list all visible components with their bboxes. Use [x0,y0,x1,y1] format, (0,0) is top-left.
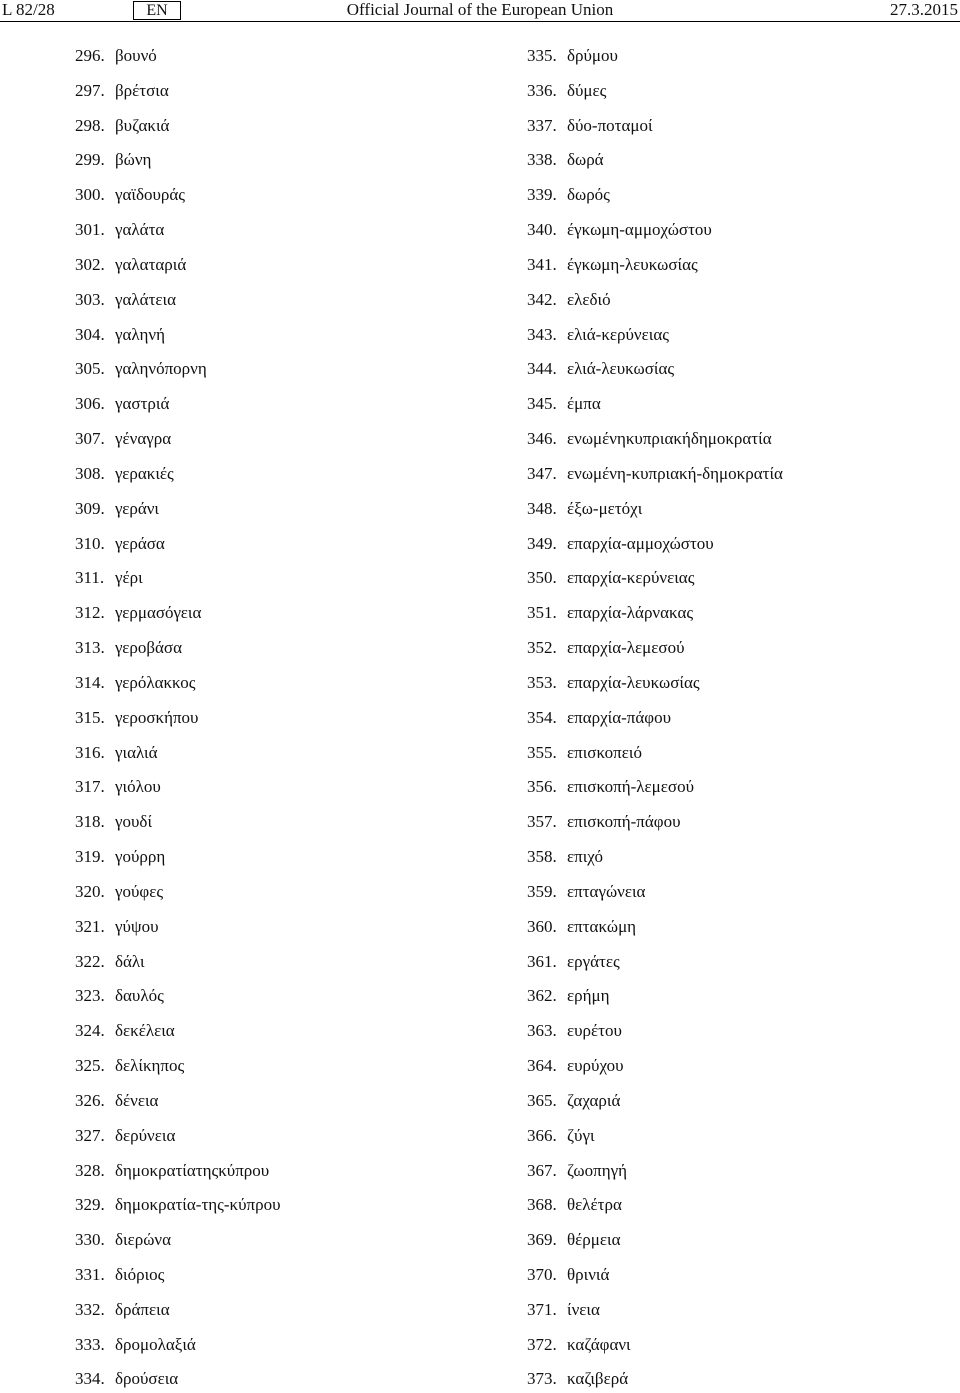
list-item [527,45,783,67]
item-text: ενωμένη-κυπριακή-δημοκρατία [567,463,783,483]
item-number: 300. [75,185,105,205]
list-item [527,1264,783,1286]
item-number: 305. [75,359,105,379]
item-text: επαρχία-λεμεσού [567,638,685,658]
list-item [75,1125,281,1147]
item-number: 339. [527,185,557,205]
item-text: δημοκρατίατηςκύπρου [115,1160,270,1180]
list-item [75,776,281,798]
list-item [75,707,281,729]
list-item [527,846,783,868]
item-number: 347. [527,463,557,483]
list-item [75,393,281,415]
item-text: γερόλακκος [115,672,196,692]
item-text: γούφες [115,881,164,901]
item-number: 318. [75,812,105,832]
list-item [527,881,783,903]
item-number: 366. [527,1125,557,1145]
item-text: γεροσκήπου [115,707,199,727]
item-text: βώνη [115,150,152,170]
item-number: 312. [75,603,105,623]
list-item [527,1368,783,1390]
list-column-left [75,45,281,1390]
item-number: 316. [75,742,105,762]
list-item [527,80,783,102]
item-number: 353. [527,672,557,692]
list-item [75,1020,281,1042]
list-item [527,1334,783,1356]
item-text: γαλαταριά [115,254,187,274]
item-text: επαρχία-αμμοχώστου [567,533,714,553]
item-number: 315. [75,707,105,727]
list-item [75,1229,281,1251]
item-number: 313. [75,638,105,658]
list-item [527,602,783,624]
item-number: 361. [527,951,557,971]
list-item [527,115,783,137]
item-number: 344. [527,359,557,379]
item-text: επαρχία-κερύνειας [567,568,695,588]
list-item [527,742,783,764]
item-text: εργάτες [567,951,620,971]
list-item [75,1299,281,1321]
item-text: δωρός [567,185,610,205]
list-item [527,1055,783,1077]
item-number: 367. [527,1160,557,1180]
list-item [527,1194,783,1216]
item-number: 317. [75,777,105,797]
list-item [527,428,783,450]
list-item [75,1334,281,1356]
item-text: δρούσεια [115,1369,179,1389]
item-text: γαληνή [115,324,165,344]
item-text: δάλι [115,951,145,971]
item-number: 372. [527,1334,557,1354]
item-text: γιαλιά [115,742,158,762]
list-item [527,324,783,346]
item-text: ενωμένηκυπριακήδημοκρατία [567,429,772,449]
item-number: 299. [75,150,105,170]
item-number: 298. [75,115,105,135]
item-number: 348. [527,498,557,518]
item-text: γουδί [115,812,153,832]
list-item [527,811,783,833]
list-item [527,1229,783,1251]
item-number: 301. [75,220,105,240]
list-item [527,1125,783,1147]
item-text: επισκοπή-πάφου [567,812,681,832]
item-text: γαστριά [115,394,170,414]
list-item [75,289,281,311]
list-item [75,1160,281,1182]
item-text: γεροβάσα [115,638,182,658]
list-item [75,533,281,555]
item-number: 338. [527,150,557,170]
list-item [75,115,281,137]
item-text: βυζακιά [115,115,170,135]
list-item [75,428,281,450]
list-item [75,1194,281,1216]
item-text: ελεδιό [567,289,611,309]
item-number: 308. [75,463,105,483]
item-number: 349. [527,533,557,553]
item-number: 331. [75,1264,105,1284]
item-text: ίνεια [567,1299,600,1319]
item-number: 321. [75,916,105,936]
item-text: ζύγι [567,1125,595,1145]
item-number: 373. [527,1369,557,1389]
journal-title: Official Journal of the European Union [346,0,614,19]
item-number: 370. [527,1264,557,1284]
item-number: 332. [75,1299,105,1319]
item-text: δαυλός [115,986,164,1006]
item-number: 354. [527,707,557,727]
item-text: βουνό [115,46,157,65]
item-text: καζιβερά [567,1369,629,1389]
item-text: δημοκρατία-της-κύπρου [115,1195,281,1215]
list-item [75,846,281,868]
page-reference: L 82/28 [2,0,55,19]
item-text: ζωοπηγή [567,1160,627,1180]
list-item [527,533,783,555]
item-number: 355. [527,742,557,762]
list-item [527,672,783,694]
item-text: δεκέλεια [115,1021,175,1041]
item-number: 304. [75,324,105,344]
item-number: 369. [527,1230,557,1250]
list-item [75,45,281,67]
list-item [527,254,783,276]
item-number: 329. [75,1195,105,1215]
item-number: 323. [75,986,105,1006]
item-text: επτακώμη [567,916,637,936]
item-text: έγκωμη-αμμοχώστου [567,220,712,240]
item-number: 307. [75,429,105,449]
list-item [527,289,783,311]
list-item [527,1160,783,1182]
item-text: διόριος [115,1264,165,1284]
item-text: έγκωμη-λευκωσίας [567,254,698,274]
list-item [75,358,281,380]
item-number: 333. [75,1334,105,1354]
item-number: 324. [75,1021,105,1041]
item-number: 340. [527,220,557,240]
item-text: καζάφανι [567,1334,631,1354]
list-item [527,951,783,973]
page-header [0,0,960,22]
item-text: γέναγρα [115,429,172,449]
item-number: 322. [75,951,105,971]
list-item [75,672,281,694]
item-text: γεράσα [115,533,165,553]
item-text: θρινιά [567,1264,610,1284]
item-number: 320. [75,881,105,901]
item-text: δελίκηπος [115,1056,185,1076]
list-item [527,184,783,206]
item-number: 327. [75,1125,105,1145]
list-item [75,80,281,102]
list-item [75,567,281,589]
list-item [527,393,783,415]
item-text: επιχό [567,847,603,867]
item-text: δωρά [567,150,604,170]
item-number: 341. [527,254,557,274]
item-text: επαρχία-λευκωσίας [567,672,700,692]
item-text: δρομολαξιά [115,1334,196,1354]
item-number: 314. [75,672,105,692]
item-number: 296. [75,46,105,65]
item-number: 360. [527,916,557,936]
item-text: επισκοπή-λεμεσού [567,777,695,797]
list-item [527,916,783,938]
item-number: 309. [75,498,105,518]
list-item [75,637,281,659]
item-text: επαρχία-λάρνακας [567,603,694,623]
item-number: 334. [75,1369,105,1389]
item-text: θέρμεια [567,1230,621,1250]
list-item [75,881,281,903]
item-text: έμπα [567,394,601,414]
list-item [527,1020,783,1042]
list-item [75,1090,281,1112]
list-item [75,951,281,973]
item-number: 310. [75,533,105,553]
list-item [75,1264,281,1286]
item-number: 343. [527,324,557,344]
item-number: 337. [527,115,557,135]
item-number: 357. [527,812,557,832]
item-number: 328. [75,1160,105,1180]
item-number: 330. [75,1230,105,1250]
item-number: 363. [527,1021,557,1041]
item-number: 345. [527,394,557,414]
list-item [75,463,281,485]
item-text: ευρύχου [567,1056,624,1076]
item-text: γερμασόγεια [115,603,202,623]
list-item [527,567,783,589]
item-number: 342. [527,289,557,309]
list-item [75,149,281,171]
item-number: 362. [527,986,557,1006]
item-text: δερύνεια [115,1125,176,1145]
item-number: 335. [527,46,557,65]
publication-date: 27.3.2015 [890,0,958,19]
item-text: επισκοπειό [567,742,642,762]
item-number: 351. [527,603,557,623]
list-item [75,324,281,346]
list-item [75,985,281,1007]
list-item [75,254,281,276]
list-item [75,1368,281,1390]
item-number: 359. [527,881,557,901]
list-item [75,498,281,520]
list-item [75,916,281,938]
list-item [527,358,783,380]
item-number: 319. [75,847,105,867]
item-number: 368. [527,1195,557,1215]
item-text: έξω-μετόχι [567,498,643,518]
item-number: 306. [75,394,105,414]
list-item [527,1090,783,1112]
list-item [75,184,281,206]
item-number: 364. [527,1056,557,1076]
item-number: 350. [527,568,557,588]
list-item [527,219,783,241]
item-number: 303. [75,289,105,309]
list-item [527,1299,783,1321]
item-number: 346. [527,429,557,449]
item-number: 326. [75,1090,105,1110]
item-number: 358. [527,847,557,867]
list-item [75,219,281,241]
item-number: 297. [75,80,105,100]
item-number: 336. [527,80,557,100]
item-text: γερακιές [115,463,174,483]
item-text: γιόλου [115,777,161,797]
item-text: ζαχαριά [567,1090,621,1110]
item-text: γαϊδουράς [115,185,186,205]
item-number: 302. [75,254,105,274]
item-text: ερήμη [567,986,610,1006]
list-item [75,742,281,764]
item-text: γεράνι [115,498,160,518]
list-item [527,463,783,485]
item-text: ευρέτου [567,1021,622,1041]
item-text: ελιά-κερύνειας [567,324,669,344]
item-text: γαλάτεια [115,289,177,309]
item-number: 311. [75,568,105,588]
item-text: επαρχία-πάφου [567,707,672,727]
list-item [527,985,783,1007]
item-number: 352. [527,638,557,658]
list-item [75,811,281,833]
language-badge: EN [133,1,181,20]
item-text: δένεια [115,1090,159,1110]
item-text: δύμες [567,80,607,100]
item-text: διερώνα [115,1230,171,1250]
item-text: γαλάτα [115,220,165,240]
list-item [527,707,783,729]
list-item [75,1055,281,1077]
list-column-right [527,45,783,1390]
item-text: θελέτρα [567,1195,622,1215]
item-text: δρύμου [567,46,618,65]
list-item [75,602,281,624]
item-text: γύψου [115,916,159,936]
list-item [527,637,783,659]
list-item [527,149,783,171]
item-text: επταγώνεια [567,881,646,901]
item-number: 356. [527,777,557,797]
item-number: 371. [527,1299,557,1319]
item-text: ελιά-λευκωσίας [567,359,675,379]
item-text: βρέτσια [115,80,169,100]
item-text: γαληνόπορνη [115,359,207,379]
item-number: 365. [527,1090,557,1110]
list-item [527,776,783,798]
item-text: γέρι [115,568,143,588]
item-text: δράπεια [115,1299,170,1319]
item-number: 325. [75,1056,105,1076]
item-text: γούρρη [115,847,166,867]
item-text: δύο-ποταμοί [567,115,653,135]
list-item [527,498,783,520]
